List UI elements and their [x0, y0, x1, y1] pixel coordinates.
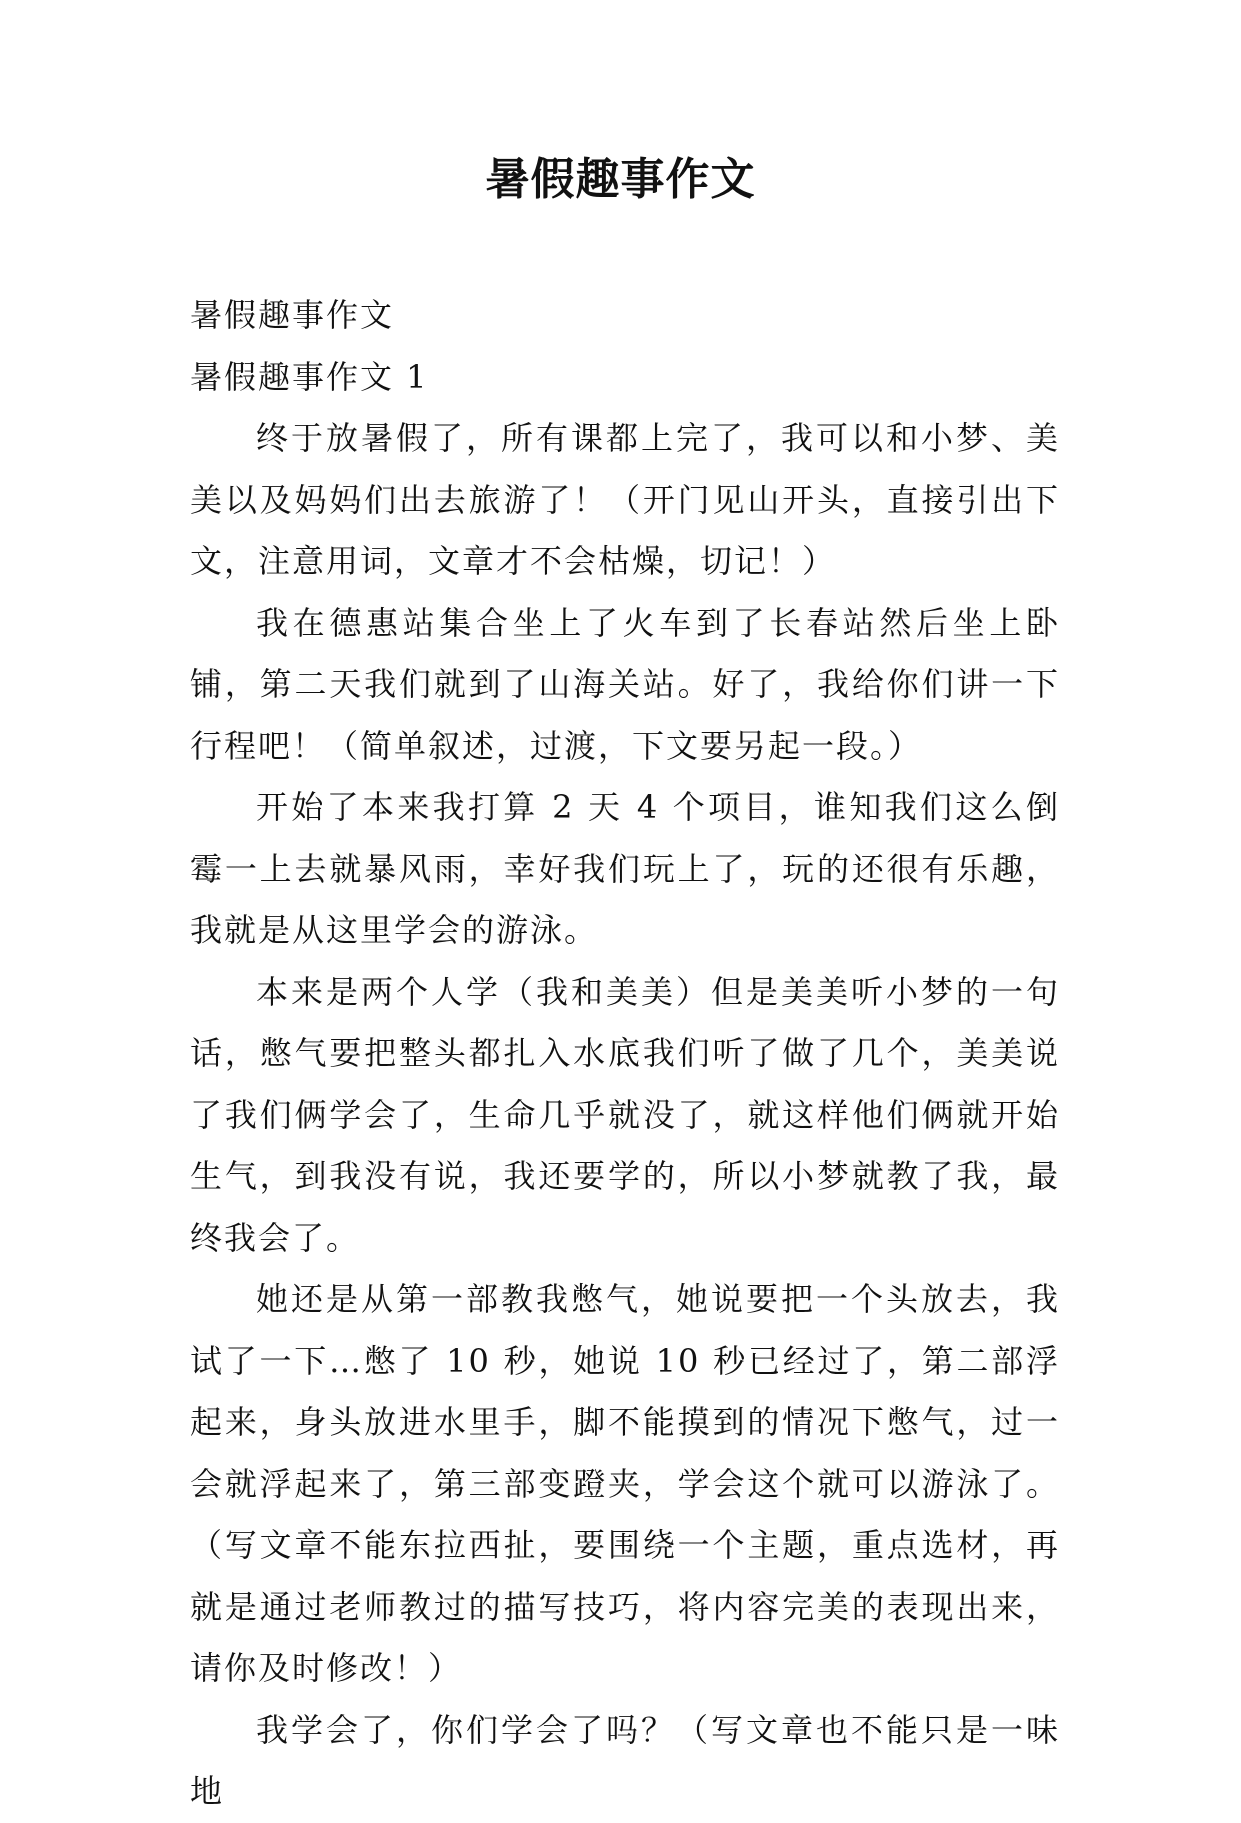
- document-body: [190, 285, 1060, 1823]
- paragraph: 暑假趣事作文: [190, 296, 395, 334]
- paragraph: 开始了本来我打算 2 天 4 个项目，谁知我们这么倒霉一上去就暴风雨，幸好我们玩上了，玩的还很有乐趣，我就是从这里学会的游泳。: [190, 788, 1060, 949]
- paragraph: 终于放暑假了，所有课都上完了，我可以和小梦、美美以及妈妈们出去旅游了！（开门见山开头，直接引出下文，注意用词，文章才不会枯燥，切记！）: [190, 419, 1060, 580]
- paragraph: 我在德惠站集合坐上了火车到了长春站然后坐上卧铺，第二天我们就到了山海关站。好了，我给你们讲一下行程吧！（简单叙述，过渡，下文要另起一段。）: [190, 603, 1060, 765]
- paragraph: 她还是从第一部教我憋气，她说要把一个头放去，我试了一下…憋了 10 秒，她说 10 秒已经过了，第二部浮起来，身头放进水里手，脚不能摸到的情况下憋气，过一会就浮起来了，第三部变蹬夹，学会这个就可以游泳了。（写文章不能东拉西扯，要围绕一个主题，重点选材，再就是通过老师教过的描写技巧，将内容完美的表现出来，请你及时修改！）: [190, 1280, 1060, 1687]
- document-title: 暑假趣事作文: [485, 154, 756, 205]
- paragraph: 本来是两个人学（我和美美）但是美美听小梦的一句话，憋气要把整头都扎入水底我们听了做了几个，美美说了我们俩学会了，生命几乎就没了，就这样他们俩就开始生气，到我没有说，我还要学的，所以小梦就教了我，最终我会了。: [190, 972, 1060, 1257]
- paragraph: 我学会了，你们学会了吗？（写文章也不能只是一味地: [190, 1710, 1060, 1810]
- paragraph: 暑假趣事作文 1: [190, 357, 429, 396]
